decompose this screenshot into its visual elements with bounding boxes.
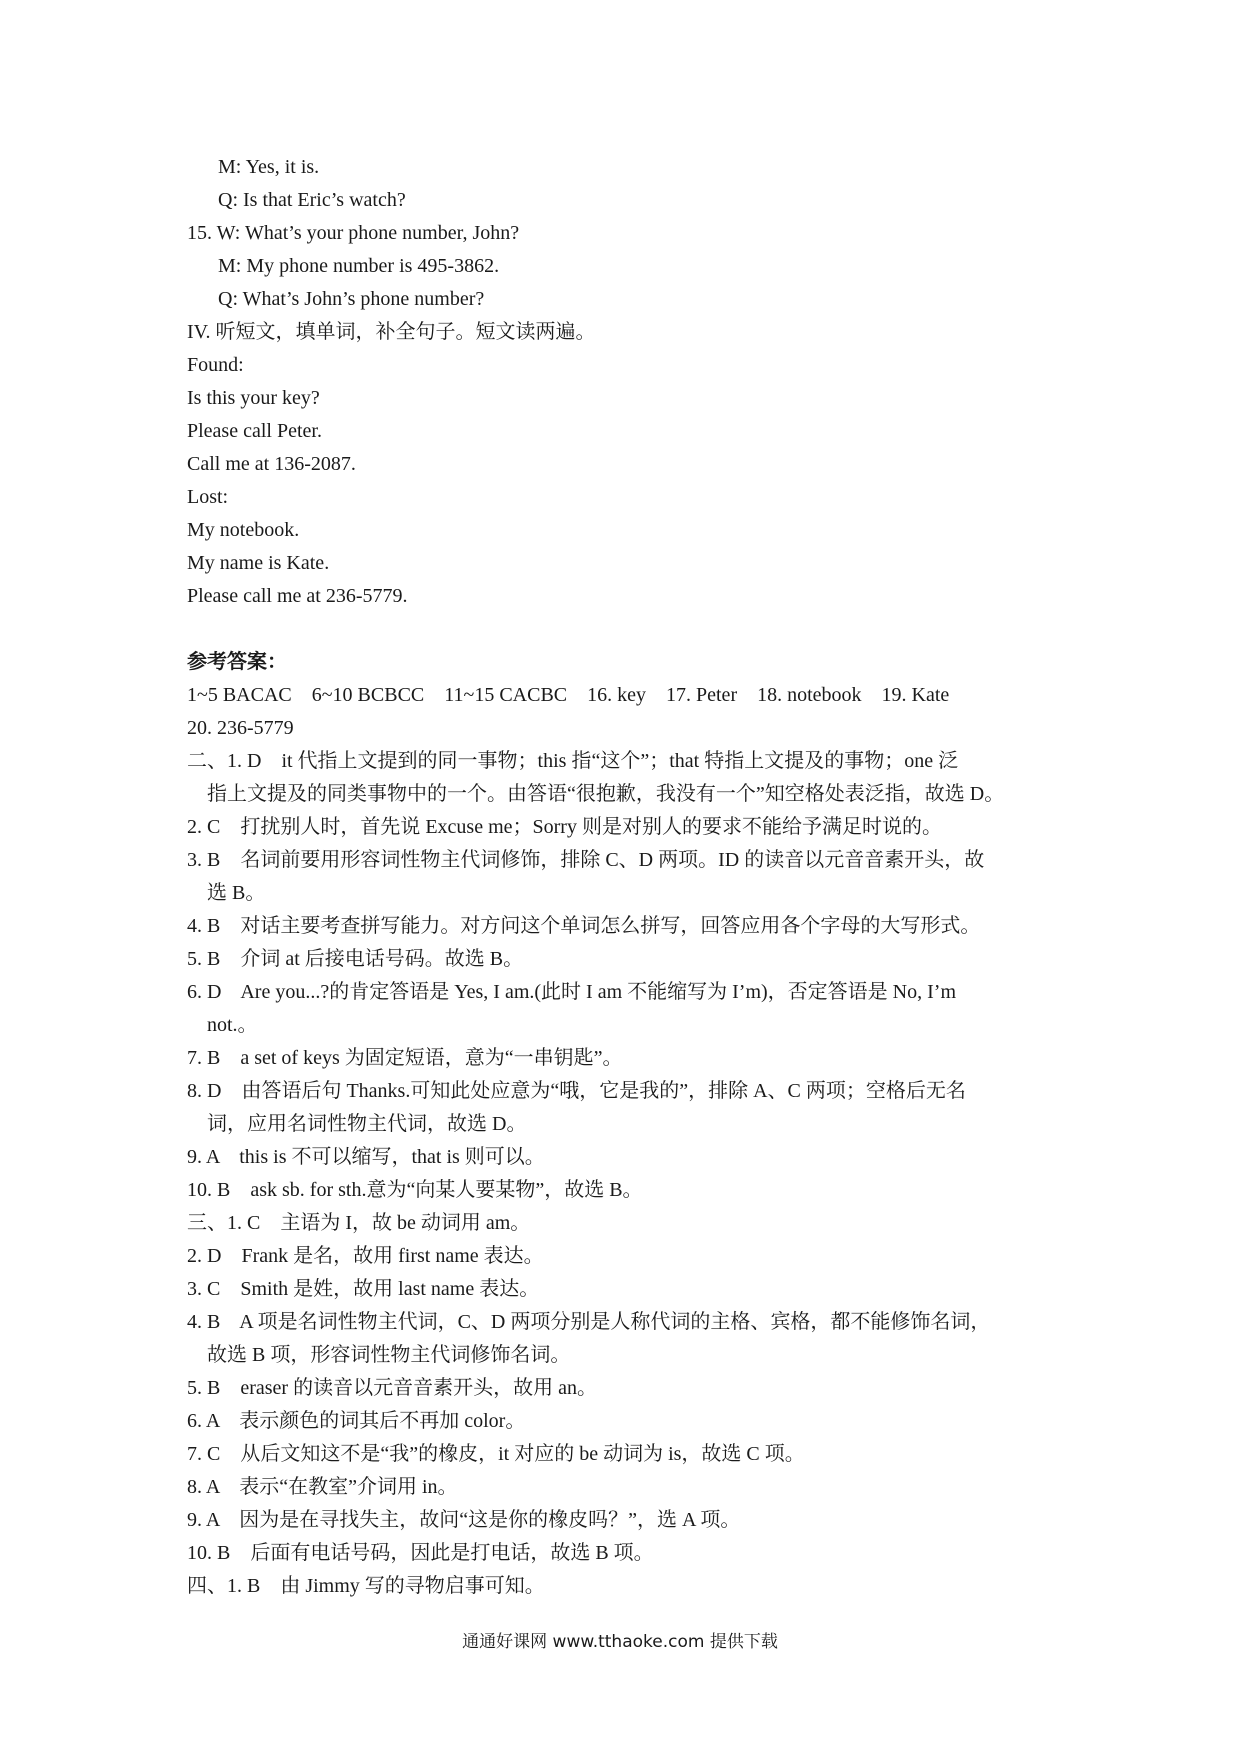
answer-line: 二、1. D it 代指上文提到的同一事物；this 指“这个”；that 特指上文提及的事物；one 泛 xyxy=(187,750,959,772)
section-heading: IV. 听短文，填单词，补全句子。短文读两遍。 xyxy=(187,321,596,343)
answer-line: 6. D Are you...?的肯定答语是 Yes, I am.(此时 I am 不能缩写为 I’m)，否定答语是 No, I’m xyxy=(187,981,957,1003)
answer-line: 6. A 表示颜色的词其后不再加 color。 xyxy=(187,1410,526,1432)
answer-line: 5. B 介词 at 后接电话号码。故选 B。 xyxy=(187,948,524,970)
passage-line: Found: xyxy=(187,354,244,376)
answer-line: 三、1. C 主语为 I，故 be 动词用 am。 xyxy=(187,1212,531,1234)
answer-line: 9. A this is 不可以缩写，that is 则可以。 xyxy=(187,1146,545,1168)
dialogue-line: M: My phone number is 495-3862. xyxy=(218,255,500,277)
dialogue-line: Q: What’s John’s phone number? xyxy=(218,288,485,310)
answer-line: 四、1. B 由 Jimmy 写的寻物启事可知。 xyxy=(187,1575,545,1597)
answer-line: 8. A 表示“在教室”介词用 in。 xyxy=(187,1476,458,1498)
answers-summary: 1~5 BACAC 6~10 BCBCC 11~15 CACBC 16. key 17. Peter 18. notebook 19. Kate xyxy=(187,684,950,706)
answer-line: 9. A 因为是在寻找失主，故问“这是你的橡皮吗？”，选 A 项。 xyxy=(187,1509,741,1531)
answer-line: 3. C Smith 是姓，故用 last name 表达。 xyxy=(187,1278,540,1300)
page-footer: 通通好课网 www.tthaoke.com 提供下载 xyxy=(462,1632,778,1652)
answer-line: not.。 xyxy=(207,1014,258,1036)
answer-line: 7. B a set of keys 为固定短语，意为“一串钥匙”。 xyxy=(187,1047,623,1069)
passage-line: Call me at 136-2087. xyxy=(187,453,356,475)
answers-heading: 参考答案： xyxy=(187,651,287,673)
answer-line: 10. B ask sb. for sth.意为“向某人要某物”，故选 B。 xyxy=(187,1179,643,1201)
dialogue-line: 15. W: What’s your phone number, John? xyxy=(187,222,520,244)
answer-line: 故选 B 项，形容词性物主代词修饰名词。 xyxy=(207,1344,571,1366)
answer-line: 指上文提及的同类事物中的一个。由答语“很抱歉，我没有一个”知空格处表泛指，故选 D。 xyxy=(207,783,1005,805)
answer-line: 2. D Frank 是名，故用 first name 表达。 xyxy=(187,1245,544,1267)
passage-line: My name is Kate. xyxy=(187,552,330,574)
passage-line: Please call me at 236-5779. xyxy=(187,585,408,607)
passage-line: Lost: xyxy=(187,486,229,508)
answers-summary: 20. 236-5779 xyxy=(187,717,294,739)
answer-line: 3. B 名词前要用形容词性物主代词修饰，排除 C、D 两项。ID 的读音以元音音素开头，故 xyxy=(187,849,985,871)
answer-line: 4. B A 项是名词性物主代词，C、D 两项分别是人称代词的主格、宾格，都不能修饰名词， xyxy=(187,1311,991,1333)
answer-line: 2. C 打扰别人时，首先说 Excuse me；Sorry 则是对别人的要求不能给予满足时说的。 xyxy=(187,816,942,838)
answer-line: 8. D 由答语后句 Thanks.可知此处应意为“哦，它是我的”，排除 A、C 两项；空格后无名 xyxy=(187,1080,966,1102)
passage-line: My notebook. xyxy=(187,519,300,541)
dialogue-line: Q: Is that Eric’s watch? xyxy=(218,189,406,211)
answer-line: 词，应用名词性物主代词，故选 D。 xyxy=(207,1113,527,1135)
answer-line: 5. B eraser 的读音以元音音素开头，故用 an。 xyxy=(187,1377,597,1399)
dialogue-line: M: Yes, it is. xyxy=(218,156,320,178)
answer-line: 选 B。 xyxy=(207,882,266,904)
answer-line: 7. C 从后文知这不是“我”的橡皮，it 对应的 be 动词为 is，故选 C 项。 xyxy=(187,1443,805,1465)
answer-line: 4. B 对话主要考查拼写能力。对方问这个单词怎么拼写，回答应用各个字母的大写形式。 xyxy=(187,915,981,937)
passage-line: Is this your key? xyxy=(187,387,320,409)
answer-line: 10. B 后面有电话号码，因此是打电话，故选 B 项。 xyxy=(187,1542,654,1564)
passage-line: Please call Peter. xyxy=(187,420,322,442)
